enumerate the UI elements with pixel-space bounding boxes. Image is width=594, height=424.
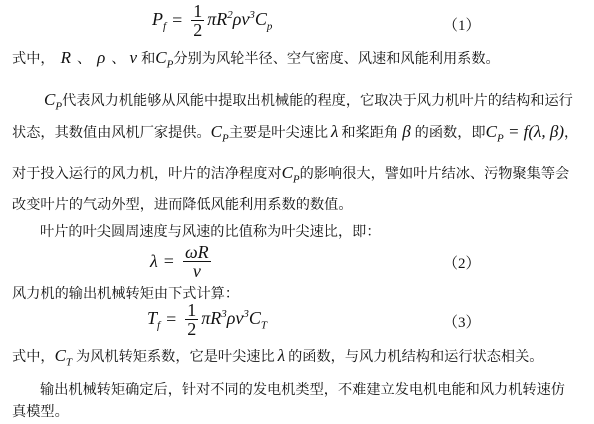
eq3-fraction: $\frac{1}{2}$: [187, 300, 197, 339]
equation-2: [150, 243, 214, 280]
eq1-lhs: $P_f$: [152, 8, 167, 33]
eq3-equals: =: [166, 309, 177, 329]
paragraph-variables: 式中， R 、 ρ 、 v 和$C_P$分别为风轮半径、空气密度、风速和风能利用系数。: [12, 48, 500, 71]
eq3-lhs: $T_f$: [147, 307, 161, 332]
paragraph-torque-intro: 风力机的输出机械转矩由下式计算：: [12, 286, 240, 302]
equation-1: [152, 2, 272, 39]
paragraph-torque-coefficient: 式中，$C_T$ 为风机转矩系数，它是叶尖速比 λ 的函数，与风力机结构和运行状态相关。: [12, 346, 544, 369]
equation-3-number: （3）: [443, 315, 481, 331]
eq2-lhs: λ: [150, 251, 158, 271]
eq1-fraction: $\frac{1}{2}$: [193, 1, 203, 40]
eq1-body: $\pi R^2\rho v^3C_p$: [207, 8, 273, 33]
paragraph-cp-line4: 改变叶片的气动外型，进而降低风能利用系数的数值。: [12, 197, 353, 213]
equation-2-number: （2）: [443, 256, 481, 272]
equation-1-number: （1）: [443, 18, 481, 34]
eq2-equals: =: [163, 251, 174, 271]
paragraph-cp-line3: 对于投入运行的风力机，叶片的洁净程度对$C_P$的影响很大，譬如叶片结冰、污物聚集等会: [12, 163, 570, 186]
eq2-fraction: $\frac{\omega R}{v}$: [184, 242, 209, 281]
paragraph-cp-line2: 状态，其数值由风机厂家提供。$C_P$主要是叶尖速比 λ 和桨距角 β 的函数，即$C_P = f(\lambda$, β)，: [12, 122, 579, 145]
paragraph-conclusion-line2: 真模型。: [12, 404, 69, 420]
paragraph-conclusion-line1: 输出机械转矩确定后，针对不同的发电机类型，不难建立发电机电能和风力机转速仿: [40, 382, 565, 398]
paragraph-cp-line1: $C_P$代表风力机能够从风能中提取出机械能的程度，它取决于风力机叶片的结构和运行: [44, 90, 573, 113]
eq1-equals: =: [172, 10, 183, 30]
eq3-body: $\pi R^3\rho v^3C_T$: [201, 307, 268, 332]
paragraph-tip-speed-ratio: 叶片的叶尖圆周速度与风速的比值称为叶尖速比，即：: [40, 224, 381, 240]
equation-3: [147, 301, 267, 338]
